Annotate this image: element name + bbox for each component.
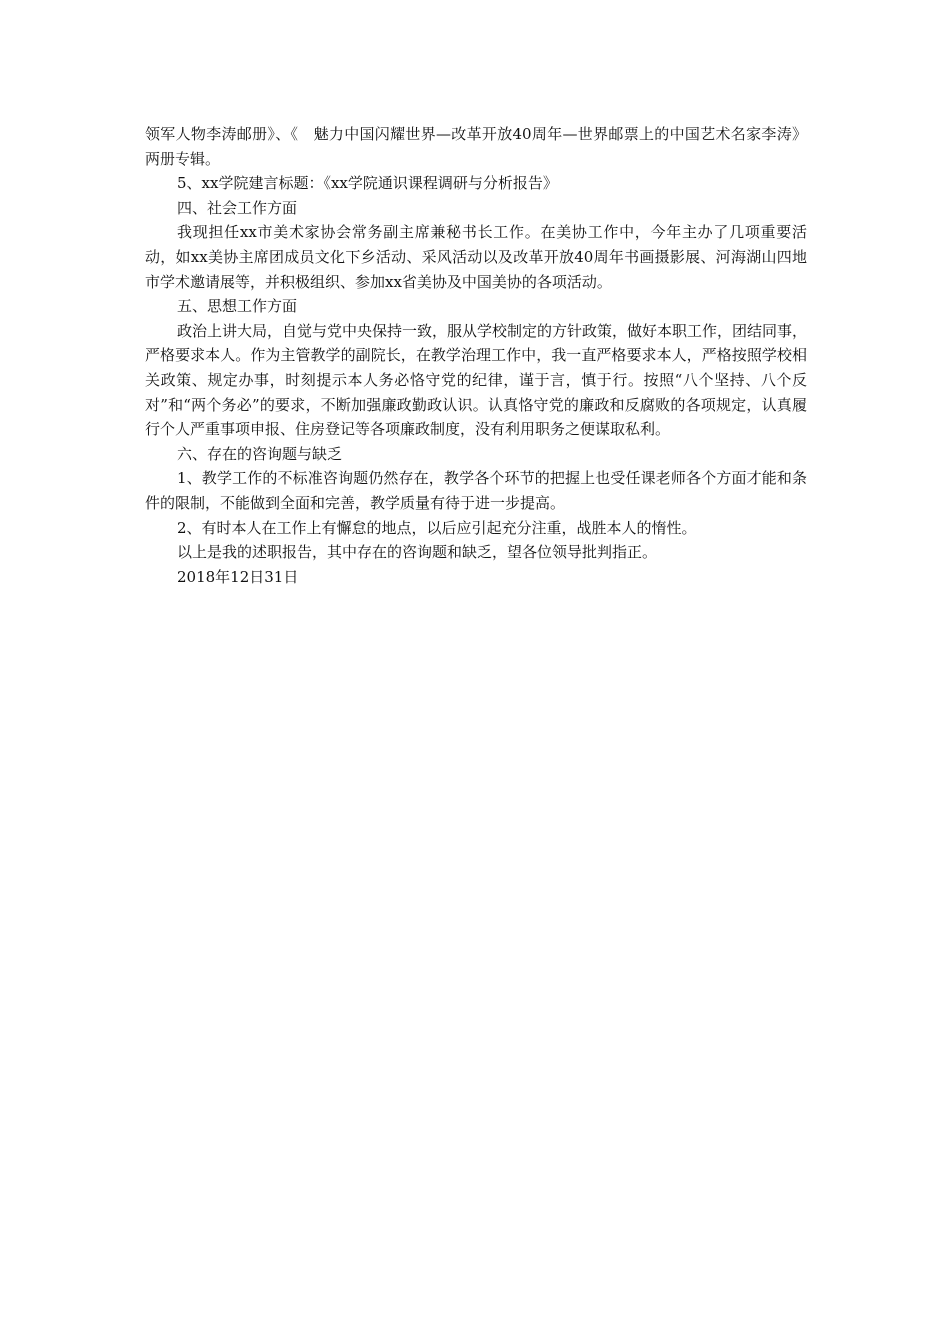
paragraph-stamp-albums: 领军人物李涛邮册》、《 魅力中国闪耀世界—改革开放40周年—世界邮票上的中国艺术名家李涛》两册专辑。 [145,125,807,168]
section-heading-social-work: 四、社会工作方面 [177,198,298,217]
document-date: 2018年12日31日 [177,567,299,586]
paragraph-conclusion: 以上是我的述职报告，其中存在的咨询题和缺乏，望各位领导批判指正。 [177,543,658,562]
section-heading-ideological-work: 五、思想工作方面 [177,297,298,316]
paragraph-problem-1: 1、教学工作的不标准咨询题仍然存在，教学各个环节的把握上也受任课老师各个方面才能和条件的限制，不能做到全面和完善，教学质量有待于进一步提高。 [145,469,807,512]
paragraph-proposal-title: 5、xx学院建言标题：《xx学院通识课程调研与分析报告》 [177,174,558,193]
paragraph-ideological-work: 政治上讲大局，自觉与党中央保持一致，服从学校制定的方针政策，做好本职工作，团结同事，严格要求本人。作为主管教学的副院长，在教学治理工作中，我一直严格要求本人，严格按照学校相关政策、规定办事，时刻提示本人务必恪守党的纪律，谨于言，慎于行。按照“八个坚持、八个反对”和“两个务必”的要求，不断加强廉政勤政认识。认真恪守党的廉政和反腐败的各项规定，认真履行个人严重事项申报、住房登记等各项廉政制度，没有利用职务之便谋取私利。 [145,321,808,439]
paragraph-problem-2: 2、有时本人在工作上有懈怠的地点，以后应引起充分注重，战胜本人的惰性。 [177,518,697,537]
paragraph-social-work: 我现担任xx市美术家协会常务副主席兼秘书长工作。在美协工作中，今年主办了几项重要活动，如xx美协主席团成员文化下乡活动、采风活动以及改革开放40周年书画摄影展、河海湖山四地市学术邀请展等，并积极组织、参加xx省美协及中国美协的各项活动。 [145,223,807,291]
section-heading-problems: 六、存在的咨询题与缺乏 [177,444,343,463]
document-body [145,122,807,589]
